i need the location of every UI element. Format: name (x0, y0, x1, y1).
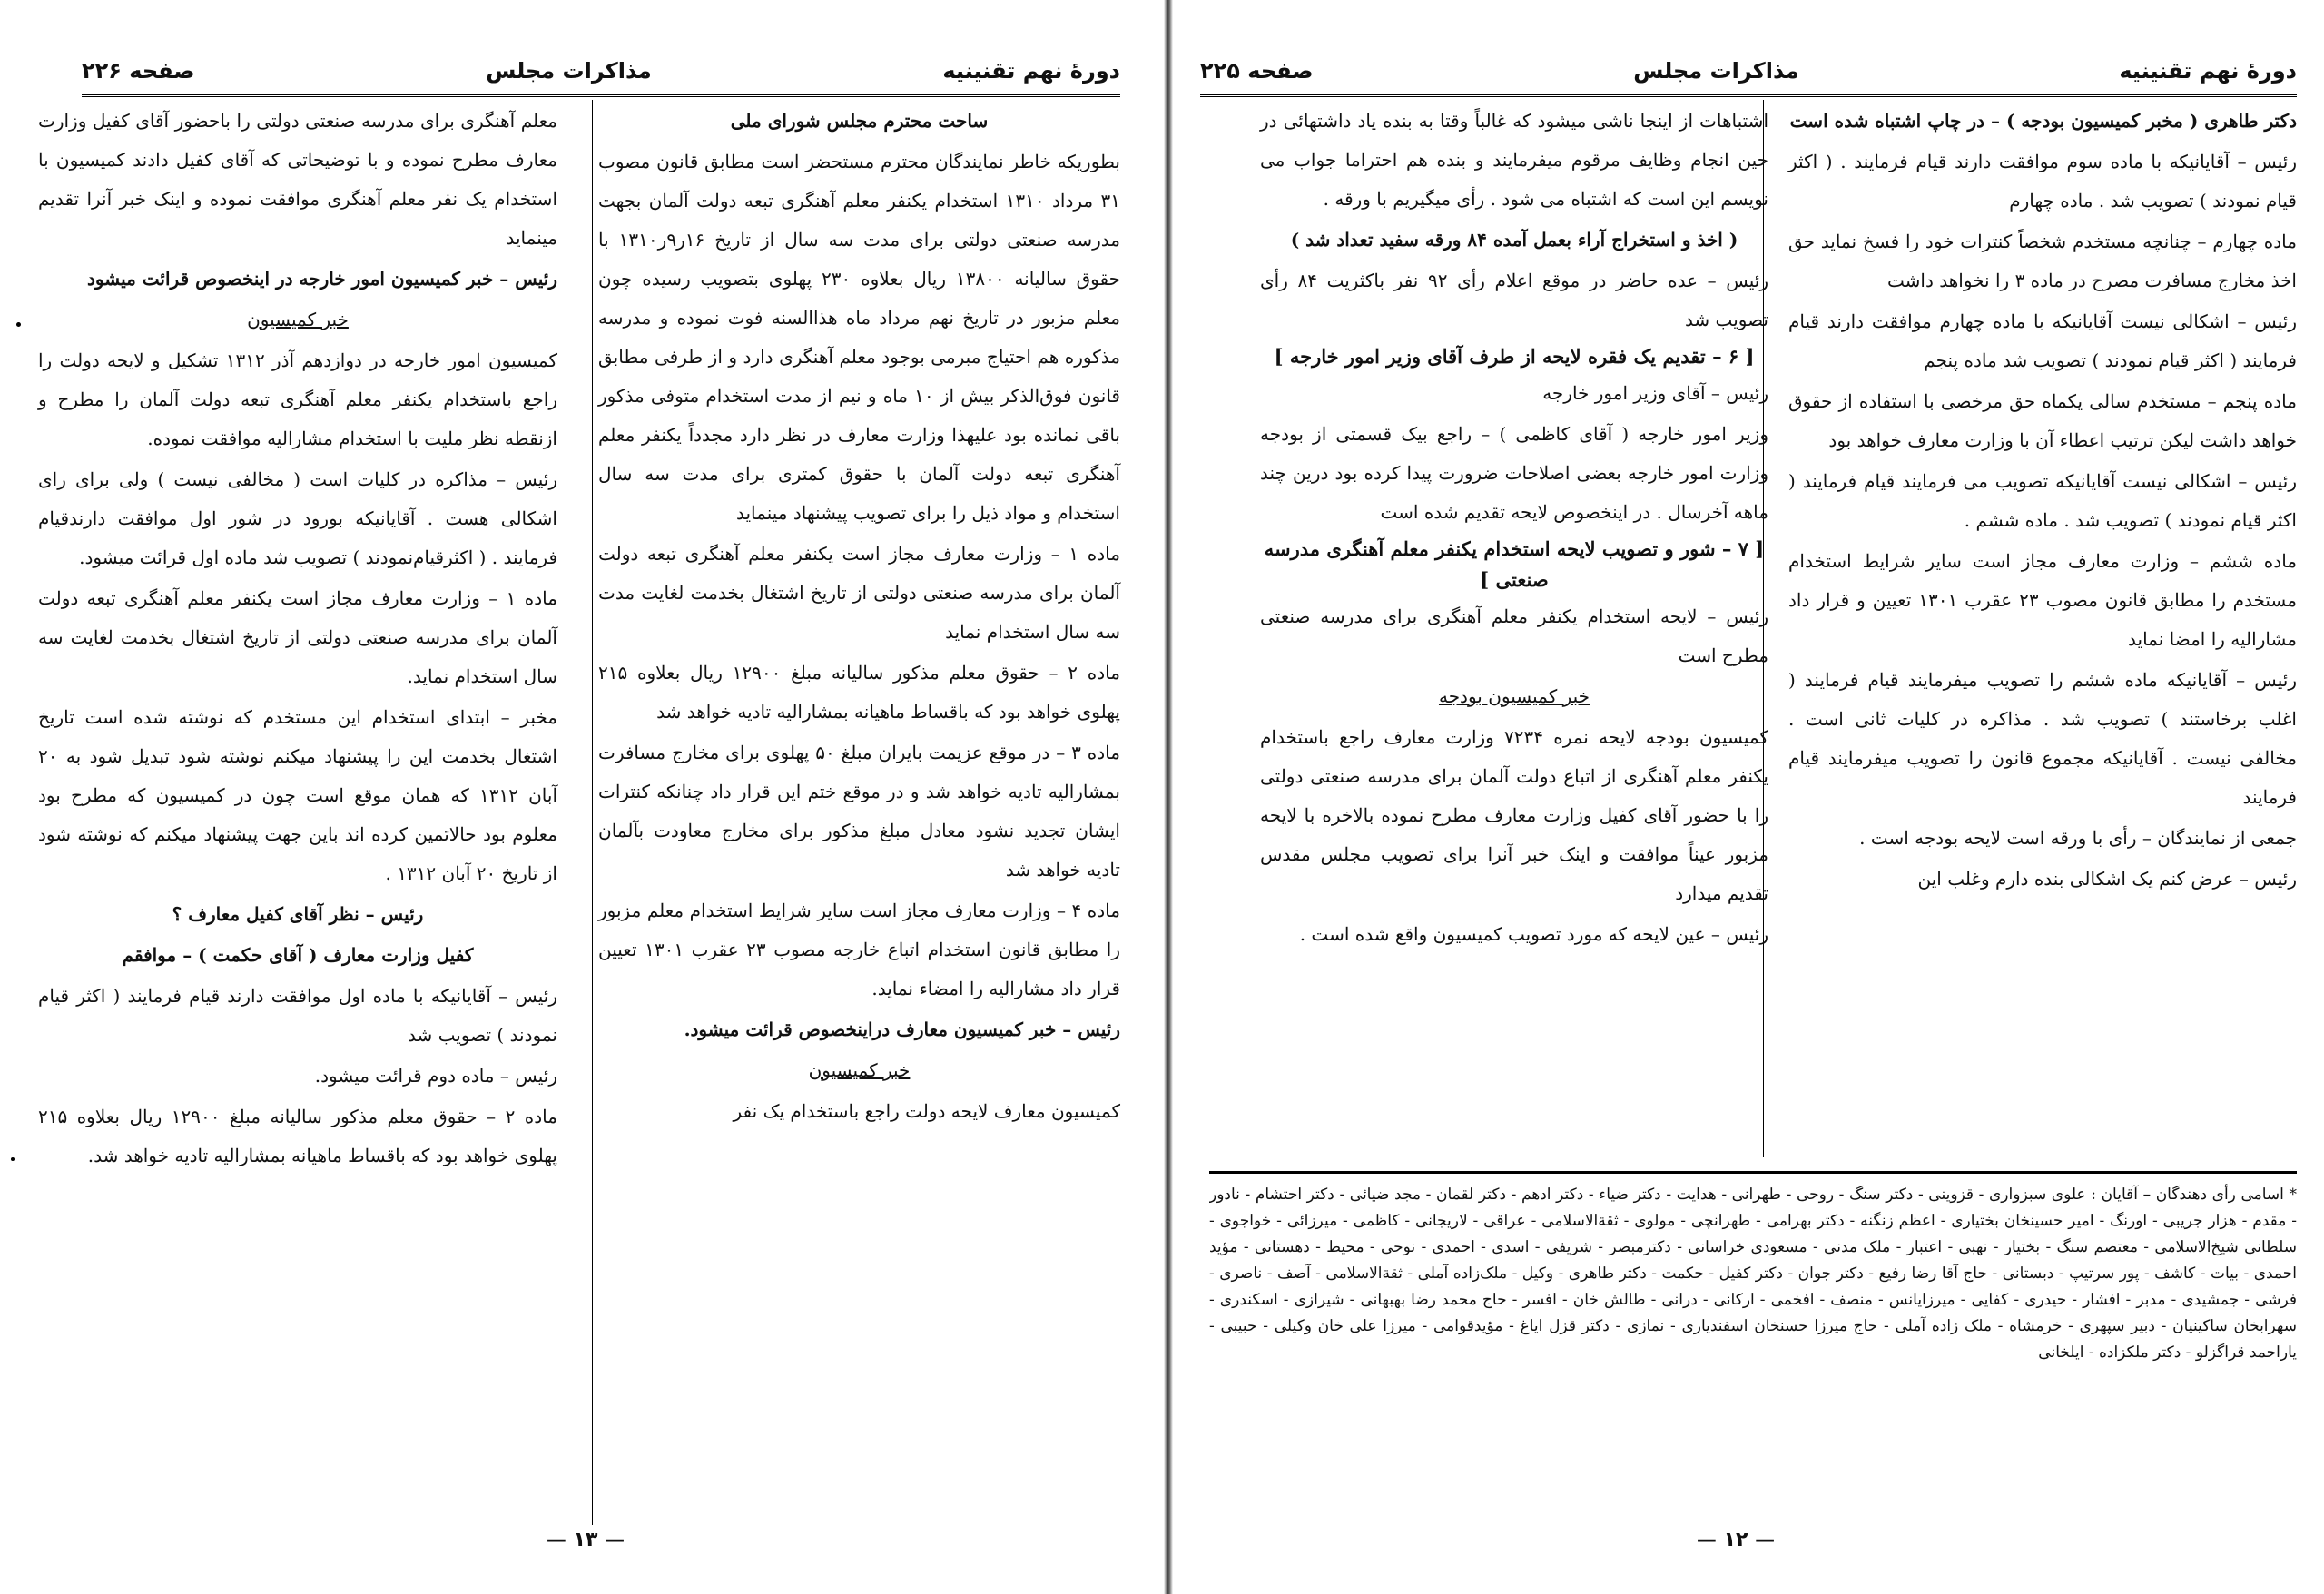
left-page-number: — ۱۳ — (546, 1529, 625, 1551)
right-page-column-2 (1260, 102, 1768, 1164)
section-heading: خبر کمیسیون (247, 309, 349, 330)
paragraph: رئیس – لایحه استخدام یکنفر معلم آهنگری برای مدرسه صنعتی مطرح است (1260, 605, 1768, 666)
scan-speckle (16, 322, 21, 327)
section-title: [ ۷ – شور و تصویب لایحه استخدام یکنفر معلم آهنگری مدرسه صنعتی ] (1264, 537, 1765, 591)
paragraph: کفیل وزارت معارف ( آقای حکمت ) – موافقم (122, 944, 474, 966)
right-page-header (1200, 47, 2297, 97)
left-header-page: صفحه ۲۲۶ (82, 58, 195, 84)
paragraph: وزیر امور خارجه ( آقای کاظمی ) – راجع بیک قسمتی از بودجه وزارت امور خارجه بعضی اصلاحات ضرورت پیدا کرده بود درین چند ماهه آخرسال . در اینخصوص لایحه تقدیم شده است (1260, 423, 1768, 523)
paragraph: رئیس – خبر کمیسیون امور خارجه در اینخصوص قرائت میشود (86, 268, 557, 290)
paragraph: جمعی از نمایندگان – رأی با ورقه است لایحه بودجه است . (1859, 827, 2297, 849)
right-header-title: مذاکرات مجلس (1633, 58, 1799, 84)
paragraph: ماده ۱ – وزارت معارف مجاز است یکنفر معلم آهنگری تبعه دولت آلمان برای مدرسه صنعتی دولتی از تاریخ اشتغال بخدمت لغایت مدت سه سال استخدام نماید (598, 543, 1120, 643)
paragraph: ماده ۳ – در موقع عزیمت بایران مبلغ ۵۰ پهلوی برای مخارج مسافرت بمشارالیه تادیه خواهد شد و در موقع ختم این قرار داد چنانکه کنترات ایشان تجدید نشود معادل مبلغ مذکور برای مخارج معاودت بآلمان تادیه خواهد شد (598, 742, 1120, 881)
paragraph: معلم آهنگری برای مدرسه صنعتی دولتی را باحضور آقای کفیل وزارت معارف مطرح نموده و با توضیحاتی که آقای کفیل دادند کمیسیون با استخدام یک نفر معلم آهنگری موافقت نموده و اینک خبر آنرا تقدیم مینماید (38, 110, 557, 249)
paragraph: رئیس – اشکالی نیست آقایانیکه تصویب می فرمایند قیام فرمایند ( اکثر قیام نمودند ) تصویب شد . ماده ششم . (1788, 470, 2297, 531)
paragraph: ساحت محترم مجلس شورای ملی (730, 110, 989, 132)
right-header-page: صفحه ۲۲۵ (1200, 58, 1314, 84)
paragraph: رئیس – عین لایحه که مورد تصویب کمیسیون واقع شده است . (1299, 923, 1768, 945)
paragraph: کمیسیون بودجه لایحه نمره ۷۲۳۴ وزارت معارف راجع باستخدام یکنفر معلم آهنگری از اتباع دولت آلمان برای مدرسه صنعتی دولتی را با حضور آقای کفیل وزارت معارف مطرح نموده بالاخره با لایحه مزبور عیناً موافقت و اینک خبر آنرا برای تصویب مجلس مقدس تقدیم میدارد (1260, 726, 1768, 904)
left-page-header (82, 47, 1120, 97)
left-header-session: دورهٔ نهم تقنینیه (942, 58, 1120, 84)
paragraph: رئیس – آقایانیکه ماده ششم را تصویب میفرمایند قیام فرمایند ( اغلب برخاستند ) تصویب شد . مذاکره در کلیات ثانی است . مخالفی نیست . آقایانیکه مجموع قانون را تصویب میفرمایند قیام فرمایند (1788, 669, 2297, 808)
paragraph: رئیس – اشکالی نیست آقایانیکه با ماده چهارم موافقت دارند قیام فرمایند ( اکثر قیام نمودند ) تصویب شد ماده پنجم (1788, 310, 2297, 371)
paragraph: رئیس – آقایانیکه با ماده اول موافقت دارند قیام فرمایند ( اکثر قیام نمودند ) تصویب شد (38, 985, 557, 1046)
paragraph: ماده ۱ – وزارت معارف مجاز است یکنفر معلم آهنگری تبعه دولت آلمان برای مدرسه صنعتی دولتی از تاریخ اشتغال بخدمت لغایت سه سال استخدام نماید. (38, 587, 557, 687)
paragraph: ماده ۲ – حقوق معلم مذکور سالیانه مبلغ ۱۲۹۰۰ ریال بعلاوه ۲۱۵ پهلوی خواهد بود که باقساط ماهیانه بمشارالیه تادیه خواهد شد (598, 662, 1120, 723)
paragraph: مخبر – ابتدای استخدام این مستخدم که نوشته شده است تاریخ اشتغال بخدمت این را پیشنهاد میکنم نوشته شود تبدیل شود به ۲۰ آبان ۱۳۱۲ که همان موقع است چون در کمیسیون که مطرح بود معلوم بود حالاتمین کرده اند باین جهت پیشنهاد میکنم که نوشته شود از تاریخ ۲۰ آبان ۱۳۱۲ . (38, 706, 557, 884)
scan-speckle (11, 1157, 15, 1161)
right-header-session: دورهٔ نهم تقنینیه (2119, 58, 2297, 84)
paragraph: رئیس – آقایانیکه با ماده سوم موافقت دارند قیام فرمایند . ( اکثر قیام نمودند ) تصویب شد . ماده چهارم (1788, 151, 2297, 212)
footnote-rule (1209, 1171, 2297, 1174)
paragraph: ماده ۲ – حقوق معلم مذکور سالیانه مبلغ ۱۲۹۰۰ ریال بعلاوه ۲۱۵ پهلوی خواهد بود که باقساط ماهیانه بمشارالیه تادیه خواهد شد. (38, 1106, 557, 1166)
book-gutter (1164, 0, 1173, 1594)
section-heading: خبر کمیسیون (808, 1059, 911, 1081)
paragraph: ماده ششم – وزارت معارف مجاز است سایر شرایط استخدام مستخدم را مطابق قانون مصوب ۲۳ عقرب ۱۳۰۱ تعیین و قرار داد مشارالیه را امضا نماید (1788, 550, 2297, 650)
paragraph: دکتر طاهری ( مخبر کمیسیون بودجه ) – در چاپ اشتباه شده است (1789, 110, 2297, 132)
paragraph: رئیس – نظر آقای کفیل معارف ؟ (172, 903, 424, 925)
paragraph: کمیسیون معارف لایحه دولت راجع باستخدام یک نفر (733, 1100, 1120, 1122)
paragraph: کمیسیون امور خارجه در دوازدهم آذر ۱۳۱۲ تشکیل و لایحه دولت را راجع باستخدام یکنفر معلم آهنگری تبعه دولت آلمان را مطرح و ازنقطه نظر ملیت با استخدام مشارالیه موافقت نموده. (38, 349, 557, 449)
right-page (1173, 0, 2324, 1594)
paragraph: بطوریکه خاطر نمایندگان محترم مستحضر است مطابق قانون مصوب ۳۱ مرداد ۱۳۱۰ استخدام یکنفر معلم آهنگری تبعه دولت آلمان بجهت مدرسه صنعتی دولتی برای مدت سه سال از تاریخ ۱۶ر۹ر۱۳۱۰ با حقوق سالیانه ۱۳۸۰۰ ریال بعلاوه ۲۳۰ پهلوی بتصویب رسیده چون معلم مزبور در تاریخ نهم مرداد ماه هذاالسنه فوت نموده و مدرسه مذکوره هم احتیاج مبرمی بوجود معلم آهنگری دارد و از طرفی مطابق قانون فوق‌الذکر بیش از ۱۰ ماه و نیم از مدت استخدام متوفی مذکور باقی نمانده بود علیهذا وزارت معارف در نظر دارد مجدداً یکنفر معلم آهنگری تبعه دولت آلمان با حقوق کمتری برای مدت سه سال استخدام و مواد ذیل را برای تصویب پیشنهاد مینماید (598, 151, 1121, 524)
section-title: [ ۶ – تقدیم یک فقره لایحه از طرف آقای وزیر امور خارجه ] (1274, 345, 1755, 368)
paragraph: رئیس – ماده دوم قرائت میشود. (314, 1065, 557, 1087)
paragraph: رئیس – عده حاضر در موقع اعلام رأی ۹۲ نفر باکثریت ۸۴ رأی تصویب شد (1260, 270, 1768, 330)
left-header-title: مذاکرات مجلس (486, 58, 652, 84)
left-page-column-2 (38, 102, 557, 1527)
paragraph: رئیس – خبر کمیسیون معارف دراینخصوص قرائت میشود. (684, 1018, 1120, 1040)
paragraph: رئیس – آقای وزیر امور خارجه (1542, 382, 1768, 404)
voters-footnote: * اسامی رأی دهندگان – آقایان : علوی سبزواری - قزوینی - دکتر سنگ - روحی - طهرانی - هدایت - دکتر ضیاء - دکتر ادهم - دکتر لقمان - مجد ضیائی - دکتر احتشام - نادور - مقدم - هزار جریبی - اورنگ - امیر حسینخان بختیاری - اعظم زنگنه - دکتر بهرامی - طهرانچی - مولوی - ثقةالاسلامی - عراقی - لاریجانی - کاظمی - میرزائی - خواجوی - سلطانی شیخ‌الاسلامی - معتصم سنگ - بختیار - نهبی - اعتبار - ملک مدنی - مسعودی خراسانی - دکترمبصر - شریفی - اسدی - احمدی - نوحی - محیط - دهستانی - مؤید احمدی - بیات - کاشف - پور سرتیپ - دبستانی - حاج آقا رضا رفیع - دکتر جوان - دکتر کفیل - حکمت - دکتر طاهری - وکیل - ملک‌زاده آملی - ثقةالاسلامی - آصف - ناصری - فرشی - جمشیدی - مدبر - افشار - حیدری - کفایی - میرزایانس - منصف - افخمی - ارکانی - درانی - طالش خان - افسر - حاج محمد رضا بهبهانی - شیرازی - اسکندری - سهرابخان ساکینیان - دبیر سپهری - خرمشاه - ملک زاده آملی - حاج میرزا حسنخان اسفندیاری - نمازی - دکتر قزل ایاغ - مؤیدقوامی - میرزا علی خان وکیلی - حبیبی - یاراحمد قراگزلو - دکتر ملکزاده - ایلخانی (1209, 1186, 2297, 1362)
right-page-number: — ۱۲ — (1696, 1529, 1776, 1551)
paragraph: اشتباهات از اینجا ناشی میشود که غالباً وقتا به بنده یاد داشتهائی در حین انجام وظایف مرقوم میفرمایند و بنده هم احتراما جواب می نویسم این است که اشتباه می شود . رأی میگیریم با ورقه . (1260, 110, 1768, 210)
paragraph: ( اخذ و استخراج آراء بعمل آمده ۸۴ ورقه سفید تعداد شد ) (1290, 229, 1738, 251)
paragraph: ماده چهارم – چنانچه مستخدم شخصاً کنترات خود را فسخ نماید حق اخذ مخارج مسافرت مصرح در ماده ۳ را نخواهد داشت (1788, 231, 2297, 291)
left-page-column-1 (598, 102, 1120, 1527)
paragraph: رئیس – عرض کنم یک اشکالی بنده دارم وغلب این (1917, 868, 2297, 890)
column-divider (592, 100, 593, 1525)
paragraph: ماده ۴ – وزارت معارف مجاز است سایر شرایط استخدام معلم مزبور را مطابق قانون استخدام اتباع خارجه مصوب ۲۳ عقرب ۱۳۰۱ تعیین قرار داد مشارالیه را امضاء نماید. (598, 900, 1120, 999)
section-heading: خبر کمیسیون بودجه (1438, 685, 1590, 707)
right-page-column-1 (1788, 102, 2297, 1164)
paragraph: رئیس – مذاکره در کلیات است ( مخالفی نیست ) ولی برای رای اشکالی هست . آقایانیکه بورود در شور اول موافقت دارندقیام فرمایند . ( اکثرقیام‌نمودند ) تصویب شد ماده اول قرائت میشود. (38, 468, 557, 568)
paragraph: ماده پنجم – مستخدم سالی یکماه حق مرخصی با استفاده از حقوق خواهد داشت لیکن ترتیب اعطاء آن با وزارت معارف خواهد بود (1788, 390, 2297, 451)
